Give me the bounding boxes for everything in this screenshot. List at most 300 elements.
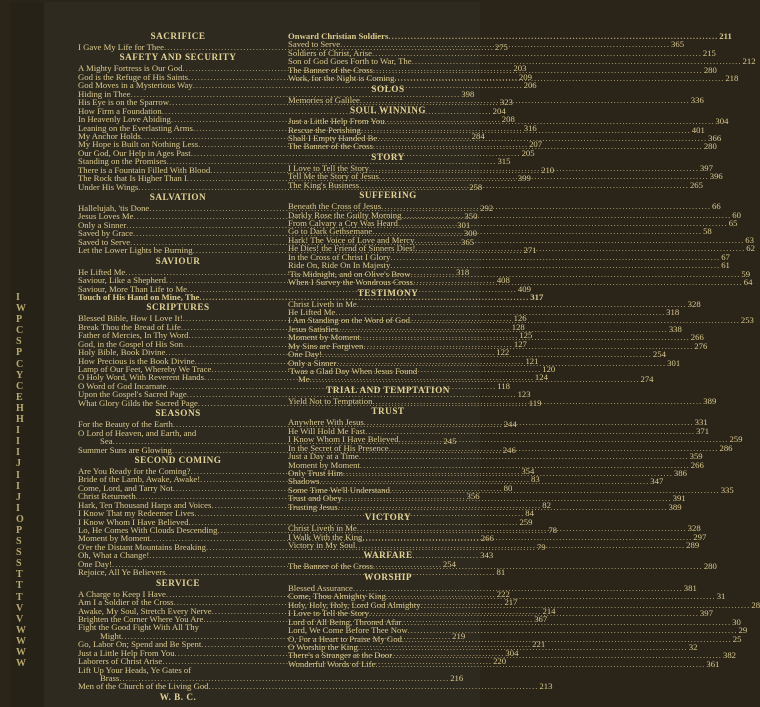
section-heading-scriptures: SCRIPTURES [146, 302, 210, 313]
entry-title: Victory in My Soul [288, 540, 356, 550]
adjacent-page-letter: W [16, 658, 26, 670]
page-number: 292 [480, 203, 494, 213]
entry-title: Are You Ready for the Coming? [78, 465, 191, 476]
entry-title: Work, for the Night is Coming [288, 73, 395, 84]
page-number: 244 [503, 419, 517, 430]
book-page [10, 2, 760, 707]
section-heading-second-coming: SECOND COMING [134, 454, 222, 465]
entry-title: One Day! [288, 349, 323, 360]
adjacent-page-letters [16, 292, 34, 669]
entry-title: Soldiers of Christ, Arise [288, 47, 372, 58]
entry-title: In the Secret of His Presence [288, 442, 389, 453]
entry-title: Moment by Moment [288, 459, 360, 470]
page-number: 361 [706, 658, 720, 669]
page-number: 328 [687, 523, 701, 534]
page-number: 343 [480, 550, 494, 561]
page-number: 58 [703, 226, 712, 237]
entry-title: I Love to Tell the Story [288, 608, 370, 619]
page-number: 397 [699, 608, 713, 619]
page-number: 271 [523, 245, 537, 256]
section-heading-soul-winning: SOUL WINNING [349, 105, 427, 116]
page-number: 122 [496, 347, 510, 358]
entry-title: He Lifted Me [288, 306, 336, 317]
entry-title: There's a Stranger at the Door [288, 650, 393, 661]
entry-title: Summer Suns are Glowing [78, 444, 172, 455]
page-number: 354 [521, 465, 535, 476]
entry-title: How Precious is the Book Divine [78, 355, 195, 366]
entry-title: Touch of His Hand on Mine, The [78, 291, 200, 302]
entry-title: Christ Liveth in Me [288, 523, 357, 534]
section-heading-trial-and-temptation: TRIAL AND TEMPTATION [326, 384, 450, 395]
page-number: 300 [463, 228, 477, 239]
page-number: 206 [523, 80, 537, 91]
entry-title: Christ Liveth in Me [288, 298, 357, 309]
entry-title: Fight the Good Fight With All Thy [78, 622, 199, 633]
adjacent-page-letter: I [16, 436, 20, 448]
page-number: 266 [480, 533, 494, 544]
section-heading-trust: TRUST [371, 406, 405, 417]
adjacent-page-letter: V [16, 613, 24, 625]
page-number: 408 [496, 275, 510, 286]
adjacent-page-letter: I [16, 292, 20, 303]
entry-title: Lamp of Our Feet, Whereby We Trace [78, 364, 212, 374]
entry-title: How Firm a Foundation [78, 105, 162, 116]
page-number: 67 [721, 251, 730, 262]
entry-title: When I Survey the Wondrous Cross [288, 277, 413, 288]
entry-title: Lift Up Your Heads, Ye Gates of [78, 664, 192, 675]
entry-title: O'er the Distant Mountains Breaking [78, 541, 206, 552]
entry-title: What Glory Gilds the Sacred Page [78, 397, 198, 408]
entry-title: Let the Lower Lights be Burning [78, 245, 193, 256]
entry-title: The Rock that Is Higher Than I [78, 173, 187, 184]
entry-title: Trusting Jesus [288, 501, 338, 512]
page-number: 396 [709, 171, 723, 182]
adjacent-page-letter: I [16, 469, 20, 481]
page-number: 246 [502, 444, 516, 455]
page-number: 218 [725, 73, 739, 84]
entry-title: Blessed Assurance [288, 582, 353, 593]
page-number: 65 [728, 218, 738, 228]
section-heading-testimony: TESTIMONY [357, 287, 419, 298]
page-number: 284 [471, 130, 485, 141]
entry-title: God, in the Gospel of His Son [78, 338, 183, 349]
page-number: 254 [652, 349, 666, 360]
entry-title: The Banner of the Cross [288, 561, 373, 572]
entry-title: I Walk With the King [288, 531, 363, 542]
section-heading-seasons: SEASONS [155, 408, 201, 419]
entry-title: Oh, What a Change! [78, 550, 150, 561]
page-number: 389 [668, 501, 682, 512]
entry-title: Moment by Moment [78, 533, 150, 544]
entry-title: Saved by Grace [78, 228, 133, 239]
entry-title: A Mighty Fortress is Our God [78, 63, 183, 74]
page-number: 365 [461, 236, 475, 247]
page-number: 280 [703, 64, 717, 75]
entry-title: Rescue the Perishing [288, 124, 361, 135]
index-entry [78, 681, 553, 692]
adjacent-page-letter: J [16, 491, 21, 503]
entry-title: Our God, Our Help in Ages Past [78, 147, 191, 158]
dot-leader [375, 660, 705, 668]
page-number: 204 [492, 105, 506, 116]
dot-leader [359, 181, 689, 192]
page-number: 331 [694, 417, 708, 428]
page-number: 125 [519, 330, 533, 341]
entry-title: I Gave My Life for Thee [78, 42, 164, 52]
entry-title: I Love to Tell the Story [288, 162, 370, 173]
adjacent-page-letter: V [16, 602, 24, 614]
entry-title: Ride On, Ride On In Majesty [288, 260, 391, 271]
page-number: 66 [712, 201, 721, 212]
page-number: 266 [690, 459, 704, 470]
dot-leader [209, 682, 539, 690]
dot-leader [373, 139, 703, 150]
entry-title: He Will Hold Me Fast [288, 425, 366, 436]
entry-title: O, For a Heart to Praise My God [288, 633, 402, 644]
page-number: 203 [513, 63, 527, 74]
adjacent-page-letter: T [16, 569, 23, 581]
page-number: 81 [496, 567, 506, 578]
page-number: 210 [541, 164, 555, 175]
entry-title: 'Twas a Glad Day When Jesus Found [288, 366, 418, 376]
page-number: 315 [497, 156, 511, 167]
entry-title: Moment by Moment [288, 332, 360, 343]
entry-title: My Hope is Built on Nothing Less [78, 139, 199, 150]
index-entry [288, 558, 717, 572]
adjacent-page-strip [10, 2, 44, 707]
page-number: 356 [466, 491, 480, 502]
dot-leader [360, 96, 690, 108]
adjacent-page-letter: W [16, 624, 26, 636]
entry-title: Sea [100, 436, 113, 447]
page-number: 31 [716, 591, 726, 602]
entry-title: Trust and Obey [288, 493, 342, 504]
page-number: 280 [703, 141, 717, 152]
page-number: 301 [457, 219, 471, 230]
page-number: 217 [504, 597, 518, 608]
entry-title: Blessed Bible, How I Love It! [78, 313, 183, 324]
entry-title: Saviour, More Than Life to Me [78, 283, 188, 294]
entry-title: God is the Refuge of His Saints [78, 71, 189, 82]
page-number: 61 [721, 260, 730, 271]
page-number: 316 [523, 122, 537, 133]
entry-title: Bride of the Lamb, Awake, Awake! [78, 474, 201, 485]
adjacent-page-letter: S [16, 536, 22, 548]
entry-title: Brass [100, 673, 120, 683]
adjacent-page-letter: J [16, 458, 21, 470]
entry-title: Lo, He Comes With Clouds Descending [78, 525, 218, 535]
entry-title: Awake, My Soul, Stretch Every Nerve [78, 605, 212, 616]
entry-title: Anywhere With Jesus [288, 417, 364, 428]
entry-title: Hiding in Thee [78, 88, 131, 99]
page-number: 64 [743, 277, 753, 288]
entry-title: My Anchor Holds [78, 130, 141, 141]
section-heading-salvation: SALVATION [149, 192, 207, 202]
entry-title: Wonderful Words of Life [288, 658, 376, 669]
page-number: 207 [529, 139, 543, 150]
page-number: 118 [497, 380, 510, 391]
entry-title: Rejoice, All Ye Believers [78, 567, 166, 578]
page-number: 409 [517, 283, 531, 294]
entry-title: Just a Little Help From You [288, 116, 385, 127]
page-number: 266 [690, 332, 704, 343]
entry-title: Saved to Serve [288, 39, 341, 50]
entry-title: Just a Little Help From You [78, 647, 175, 658]
page-number: 398 [461, 88, 475, 99]
entry-title: He Lifted Me [78, 266, 126, 277]
page-number: 386 [673, 467, 687, 478]
section-heading-worship: WORSHIP [364, 571, 412, 582]
page-number: 126 [513, 313, 527, 324]
adjacent-page-letter: W [16, 635, 26, 647]
entry-title: Only Trust Him [288, 467, 344, 478]
adjacent-page-letter: C [16, 380, 24, 392]
page-number: 259 [729, 434, 743, 445]
entry-title: Only a Sinner [288, 357, 337, 368]
entry-title: I Am Standing on the Word of God [288, 315, 410, 326]
page-number: 289 [686, 540, 700, 550]
page-number: 391 [672, 493, 686, 504]
adjacent-page-letter: I [16, 447, 20, 459]
page-number: 336 [690, 94, 704, 105]
entry-title: One Day! [78, 558, 113, 569]
entry-title: My Sins are Forgiven [288, 340, 364, 351]
section-heading-safety-and-security: SAFETY AND SECURITY [119, 52, 237, 63]
entry-title: God Moves in a Mysterious Way [78, 80, 193, 91]
entry-title: Darkly Rose the Guilty Morning [288, 209, 402, 220]
adjacent-page-letter: C [16, 358, 24, 370]
page-number: 222 [496, 588, 510, 599]
page-number: 78 [548, 525, 558, 535]
dot-leader [413, 275, 743, 286]
page-number: 124 [534, 372, 548, 383]
page-number: 79 [536, 541, 546, 552]
entry-title: O Word of God Incarnate [78, 380, 167, 391]
entry-title: The Banner of the Cross [288, 64, 373, 75]
section-heading-solos: SOLOS [371, 83, 405, 94]
entry-title: I Know Whom I Have Believed [288, 434, 399, 445]
entry-title: Hark, Ten Thousand Harps and Voices [78, 499, 212, 510]
entry-title: Shadows [288, 476, 320, 487]
dot-leader [355, 541, 685, 552]
entry-title: Jesus Loves Me [78, 211, 134, 222]
entry-title: Go, Labor On; Spend and Be Spent [78, 639, 202, 650]
adjacent-page-letter: P [16, 524, 23, 536]
page-number: 382 [722, 650, 736, 661]
entry-title: Standing on the Promises [78, 156, 167, 167]
adjacent-page-letter: Y [16, 369, 24, 381]
entry-title: Break Thou the Bread of Life [78, 321, 181, 332]
entry-title: Leaning on the Everlasting Arms [78, 122, 193, 133]
section-heading-suffering: SUFFERING [359, 190, 417, 201]
dot-leader [372, 397, 702, 408]
page-number: 347 [650, 476, 664, 487]
page-number: 275 [494, 42, 508, 52]
adjacent-page-letter: W [16, 303, 26, 315]
entry-title: Father of Mercies, In Thy Word [78, 330, 189, 341]
entry-title: Christ Returneth [78, 491, 136, 502]
section-heading-service: SERVICE [155, 577, 201, 588]
entry-title: I Know That my Redeemer Lives [78, 508, 195, 519]
page-number: 335 [720, 484, 734, 495]
entry-title: Saved to Serve [78, 236, 131, 247]
entry-title: Saviour, Like a Shepherd [78, 275, 166, 286]
page-number: 62 [746, 243, 755, 254]
page-number: 359 [689, 451, 703, 462]
section-heading-saviour: SAVIOUR [155, 255, 201, 266]
dot-leader [373, 558, 703, 570]
page-number: 401 [691, 124, 705, 135]
adjacent-page-letter: I [16, 502, 20, 514]
dot-leader [310, 372, 640, 383]
page-number: 28 [751, 599, 760, 610]
entry-title: Hark! The Voice of Love and Mercy [288, 234, 415, 245]
adjacent-page-letter: T [16, 591, 23, 603]
page-number: 338 [668, 323, 682, 334]
entry-title: Holy Bible, Book Divine [78, 347, 166, 358]
page-number: 317 [530, 291, 544, 302]
entry-title: Memories of Galilee [288, 94, 360, 105]
entry-title: Only a Sinner [78, 219, 127, 230]
entry-title: Might [100, 630, 122, 641]
entry-title: Holy, Holy, Holy, Lord God Almighty [288, 599, 421, 610]
page-number: 30 [732, 616, 741, 627]
page-number: 32 [688, 641, 698, 652]
dot-leader [394, 71, 724, 82]
page-number: 59 [741, 268, 751, 279]
entry-title: He Dies! the Friend of Sinners Dies! [288, 243, 416, 254]
entry-title: Come, Thou Almighty King [288, 591, 386, 602]
page-number: 350 [464, 211, 478, 222]
page-number: 209 [518, 71, 532, 82]
entry-title: Some Time We'll Understand [288, 484, 390, 495]
page-number: 211 [719, 31, 732, 41]
page-number: 301 [667, 357, 681, 368]
page-number: 121 [525, 355, 539, 366]
entry-title: Just a Day at a Time [288, 451, 359, 462]
section-heading-sacrifice: SACRIFICE [150, 31, 206, 41]
entry-title: Laborers of Christ Arise [78, 656, 163, 667]
entry-title: Beneath the Cross of Jesus [288, 201, 382, 212]
page-number: 205 [521, 147, 535, 158]
page-number: 274 [640, 374, 654, 385]
page-number: 276 [694, 340, 708, 351]
entry-title: Onward Christian Soldiers [288, 31, 389, 41]
page-number: 258 [469, 181, 483, 192]
page-number: 365 [671, 39, 685, 50]
page-number: 120 [542, 364, 556, 374]
page-number: 82 [542, 499, 551, 510]
entry-title: Go to Dark Gethsemane [288, 226, 373, 237]
page-number: 216 [450, 673, 464, 683]
page-number: 25 [732, 633, 742, 644]
entry-title: The Banner of the Cross [288, 141, 373, 152]
adjacent-page-letter: P [16, 347, 23, 359]
section-heading-warfare: WARFARE [363, 550, 413, 561]
page-number: 29 [738, 625, 748, 636]
page-number: 128 [511, 321, 525, 332]
adjacent-page-letter: P [16, 314, 23, 326]
page-number: 265 [689, 179, 703, 190]
page-number: 381 [683, 582, 697, 593]
adjacent-page-letter: E [16, 391, 23, 403]
entry-title: 'Tis Midnight, and on Olive's Brow [288, 268, 411, 279]
page-number: 123 [517, 389, 531, 400]
page-number: 389 [703, 395, 717, 406]
page-number: 214 [542, 605, 556, 616]
page-number: 304 [505, 647, 519, 658]
page-number: 80 [503, 482, 513, 493]
page-number: 323 [499, 97, 513, 108]
page-number: 215 [702, 47, 716, 58]
entry-title: In Heavenly Love Abiding [78, 114, 171, 125]
adjacent-page-letter: T [16, 580, 23, 592]
page-number: 219 [452, 630, 466, 641]
page-number: 208 [501, 114, 515, 125]
adjacent-page-letter: H [16, 402, 24, 414]
adjacent-page-letter: O [16, 513, 24, 525]
entry-title: His Eye is on the Sparrow [78, 97, 169, 108]
page-number: 366 [708, 132, 722, 143]
entry-title: Brighten the Corner Where You Are [78, 613, 204, 624]
entry-title: There is a Fountain Filled With Blood [78, 164, 211, 175]
entry-title: Lord, We Come Before Thee Now [288, 625, 408, 636]
index-entry [288, 179, 703, 192]
entry-title: The King's Business [288, 179, 360, 190]
adjacent-page-letter: S [16, 547, 22, 559]
adjacent-page-letter: C [16, 325, 24, 337]
section-heading-victory: VICTORY [364, 512, 412, 523]
page-number: 63 [745, 234, 754, 245]
entry-title: Jesus Satisfies [288, 323, 338, 334]
entry-title: O Lord of Heaven, and Earth, and [78, 427, 197, 438]
adjacent-page-letter: I [16, 480, 20, 492]
entry-title: Lord of All Being, Throned Afar [288, 616, 402, 627]
entry-title: O Holy Word, With Reverent Hands [78, 372, 205, 383]
entry-title: Tell Me the Story of Jesus [288, 171, 379, 182]
entry-title: Yield Not to Temptation [288, 395, 373, 406]
page-number: 259 [519, 516, 533, 527]
entry-title: Shall I Empty Handed Be [288, 132, 378, 143]
entry-title: Am I a Soldier of the Cross [78, 597, 174, 608]
page-number: 371 [696, 425, 710, 436]
entry-title: O Worship the King [288, 641, 358, 652]
adjacent-page-letter: W [16, 647, 26, 658]
entry-title: Upon the Gospel's Sacred Page [78, 389, 187, 400]
entry-title: For the Beauty of the Earth [78, 419, 173, 430]
entry-title: Me [298, 374, 310, 385]
page-number: 253 [740, 315, 754, 326]
adjacent-page-letter: S [16, 336, 22, 348]
page-number: 245 [443, 436, 457, 447]
entry-title: A Charge to Keep I Have [78, 588, 166, 599]
dot-leader [338, 499, 668, 511]
entry-title: Men of the Church of the Living God [78, 681, 209, 692]
page-number: 212 [742, 56, 756, 67]
section-heading-w-b-c: W. B. C. [159, 691, 197, 702]
page-number: 367 [534, 613, 548, 624]
page-number: 127 [513, 338, 527, 349]
entry-title: Hallelujah, 'tis Done [78, 203, 150, 213]
adjacent-page-letter: H [16, 414, 24, 426]
entry-title: From Calvary a Cry Was Heard [288, 218, 398, 228]
page-number: 304 [715, 116, 729, 127]
page-number: 286 [719, 442, 733, 453]
page-number: 220 [493, 656, 507, 667]
page-number: 60 [732, 209, 741, 220]
page-number: 221 [532, 639, 546, 650]
page-number: 84 [525, 508, 534, 519]
